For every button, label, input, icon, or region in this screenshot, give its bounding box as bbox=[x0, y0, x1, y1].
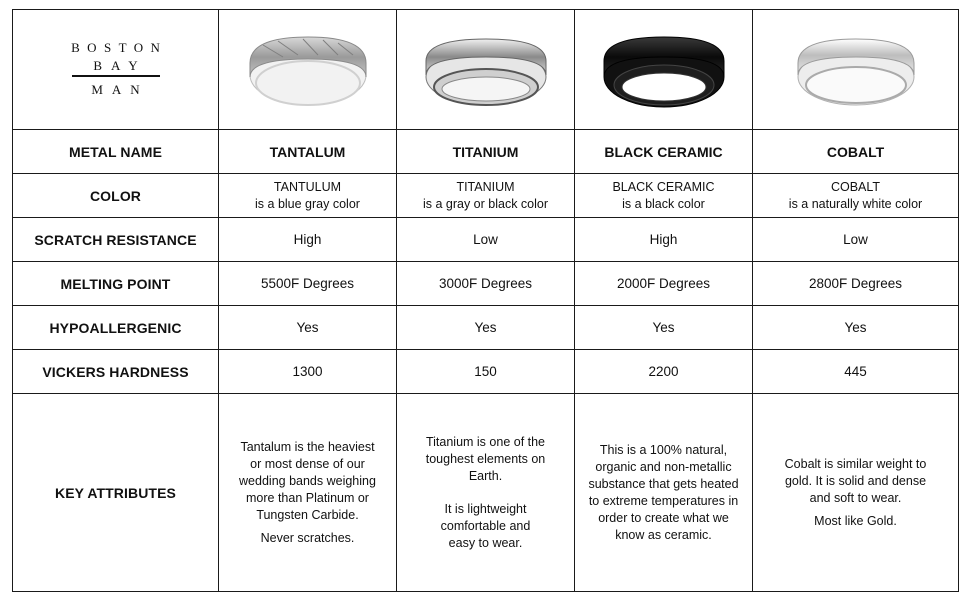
key-tantalum-line-1: Tantalum is the heaviest bbox=[240, 439, 375, 454]
image-row bbox=[13, 10, 959, 130]
color-black-ceramic bbox=[575, 174, 753, 218]
row-label-hypoallergenic: HYPOALLERGENIC bbox=[13, 306, 219, 350]
key-cobalt-line-2: gold. It is solid and dense bbox=[784, 473, 927, 488]
row-label-key-attributes: KEY ATTRIBUTES bbox=[13, 394, 219, 592]
melting-tantalum: 5500F Degrees bbox=[219, 262, 397, 306]
key-titanium-extra-1: It is lightweight bbox=[444, 501, 527, 516]
scratch-tantalum: High bbox=[219, 218, 397, 262]
vickers-cobalt: 445 bbox=[753, 350, 959, 394]
row-label-melting-point: MELTING POINT bbox=[13, 262, 219, 306]
scratch-black-ceramic: High bbox=[575, 218, 753, 262]
key-tantalum-line-5: Tungsten Carbide. bbox=[256, 507, 359, 522]
key-titanium-extra-2: comfortable and bbox=[440, 518, 531, 533]
key-titanium-line-2: toughest elements on bbox=[425, 451, 546, 466]
vickers-hardness-row bbox=[13, 350, 959, 394]
key-cobalt-line-3: and soft to wear. bbox=[809, 490, 902, 505]
scratch-resistance-row bbox=[13, 218, 959, 262]
color-titanium bbox=[397, 174, 575, 218]
brand-line-1: BOSTON bbox=[71, 40, 168, 55]
comparison-table bbox=[12, 9, 959, 592]
vickers-titanium: 150 bbox=[397, 350, 575, 394]
key-titanium-line-3: Earth. bbox=[468, 468, 503, 483]
key-black-ceramic-line-5: order to create what we bbox=[598, 510, 729, 525]
color-black-ceramic-line2: is a black color bbox=[622, 196, 705, 211]
key-tantalum-line-2: or most dense of our bbox=[250, 456, 365, 471]
melting-cobalt: 2800F Degrees bbox=[753, 262, 959, 306]
key-tantalum-extra-1: Never scratches. bbox=[260, 530, 355, 545]
key-titanium-extra bbox=[403, 501, 568, 552]
color-black-ceramic-line1: BLACK CERAMIC bbox=[612, 179, 715, 194]
scratch-titanium: Low bbox=[397, 218, 575, 262]
key-tantalum-main bbox=[225, 439, 390, 524]
key-cobalt-line-1: Cobalt is similar weight to bbox=[784, 456, 927, 471]
brand-logo-cell bbox=[13, 10, 219, 130]
key-black-ceramic-main bbox=[581, 442, 746, 544]
color-cobalt-line2: is a naturally white color bbox=[788, 196, 923, 211]
key-black-ceramic-line-6: know as ceramic. bbox=[615, 527, 712, 542]
color-cobalt-line1: COBALT bbox=[830, 179, 881, 194]
key-tantalum-line-4: more than Platinum or bbox=[246, 490, 369, 505]
brand-line-3: MAN bbox=[91, 82, 149, 97]
hypo-black-ceramic: Yes bbox=[575, 306, 753, 350]
brand-logo bbox=[71, 40, 168, 98]
hypoallergenic-row bbox=[13, 306, 959, 350]
row-label-metal-name: METAL NAME bbox=[13, 130, 219, 174]
vickers-black-ceramic: 2200 bbox=[575, 350, 753, 394]
cobalt-ring-icon bbox=[791, 25, 921, 115]
row-label-vickers-hardness: VICKERS HARDNESS bbox=[13, 350, 219, 394]
melting-black-ceramic: 2000F Degrees bbox=[575, 262, 753, 306]
tantalum-image-cell bbox=[219, 10, 397, 130]
vickers-tantalum: 1300 bbox=[219, 350, 397, 394]
color-titanium-line1: TITANIUM bbox=[456, 179, 515, 194]
color-titanium-line2: is a gray or black color bbox=[422, 196, 549, 211]
row-label-scratch-resistance: SCRATCH RESISTANCE bbox=[13, 218, 219, 262]
color-row bbox=[13, 174, 959, 218]
black-ceramic-image-cell bbox=[575, 10, 753, 130]
color-tantalum-line2: is a blue gray color bbox=[255, 196, 360, 211]
cobalt-image-cell bbox=[753, 10, 959, 130]
key-black-ceramic-line-4: to extreme temperatures in bbox=[588, 493, 739, 508]
color-cobalt bbox=[753, 174, 959, 218]
key-titanium-extra-3: easy to wear. bbox=[448, 535, 523, 550]
tantalum-ring-icon bbox=[243, 25, 373, 115]
color-tantalum bbox=[219, 174, 397, 218]
hypo-cobalt: Yes bbox=[753, 306, 959, 350]
key-titanium-main bbox=[403, 434, 568, 485]
metal-name-cobalt: COBALT bbox=[753, 130, 959, 174]
titanium-image-cell bbox=[397, 10, 575, 130]
key-black-ceramic-line-1: This is a 100% natural, bbox=[599, 442, 728, 457]
key-titanium-line-1: Titanium is one of the bbox=[425, 434, 546, 449]
hypo-titanium: Yes bbox=[397, 306, 575, 350]
brand-line-2: BAY bbox=[93, 58, 147, 73]
brand-divider bbox=[72, 75, 160, 77]
key-black-ceramic-line-2: organic and non-metallic bbox=[595, 459, 732, 474]
row-label-color: COLOR bbox=[13, 174, 219, 218]
metal-name-row bbox=[13, 130, 959, 174]
key-tantalum-line-3: wedding bands weighing bbox=[239, 473, 376, 488]
hypo-tantalum: Yes bbox=[219, 306, 397, 350]
key-black-ceramic-line-3: substance that gets heated bbox=[588, 476, 739, 491]
key-tantalum bbox=[219, 394, 397, 592]
key-attributes-row bbox=[13, 394, 959, 592]
key-cobalt-extra bbox=[759, 513, 952, 530]
key-tantalum-extra bbox=[225, 530, 390, 547]
key-cobalt-extra-1: Most like Gold. bbox=[814, 513, 897, 528]
key-titanium bbox=[397, 394, 575, 592]
melting-titanium: 3000F Degrees bbox=[397, 262, 575, 306]
key-cobalt-main bbox=[759, 456, 952, 507]
metal-name-black-ceramic: BLACK CERAMIC bbox=[575, 130, 753, 174]
key-black-ceramic bbox=[575, 394, 753, 592]
key-cobalt bbox=[753, 394, 959, 592]
black-ceramic-ring-icon bbox=[599, 25, 729, 115]
metal-name-tantalum: TANTALUM bbox=[219, 130, 397, 174]
melting-point-row bbox=[13, 262, 959, 306]
titanium-ring-icon bbox=[421, 25, 551, 115]
metal-name-titanium: TITANIUM bbox=[397, 130, 575, 174]
scratch-cobalt: Low bbox=[753, 218, 959, 262]
color-tantalum-line1: TANTULUM bbox=[273, 179, 342, 194]
